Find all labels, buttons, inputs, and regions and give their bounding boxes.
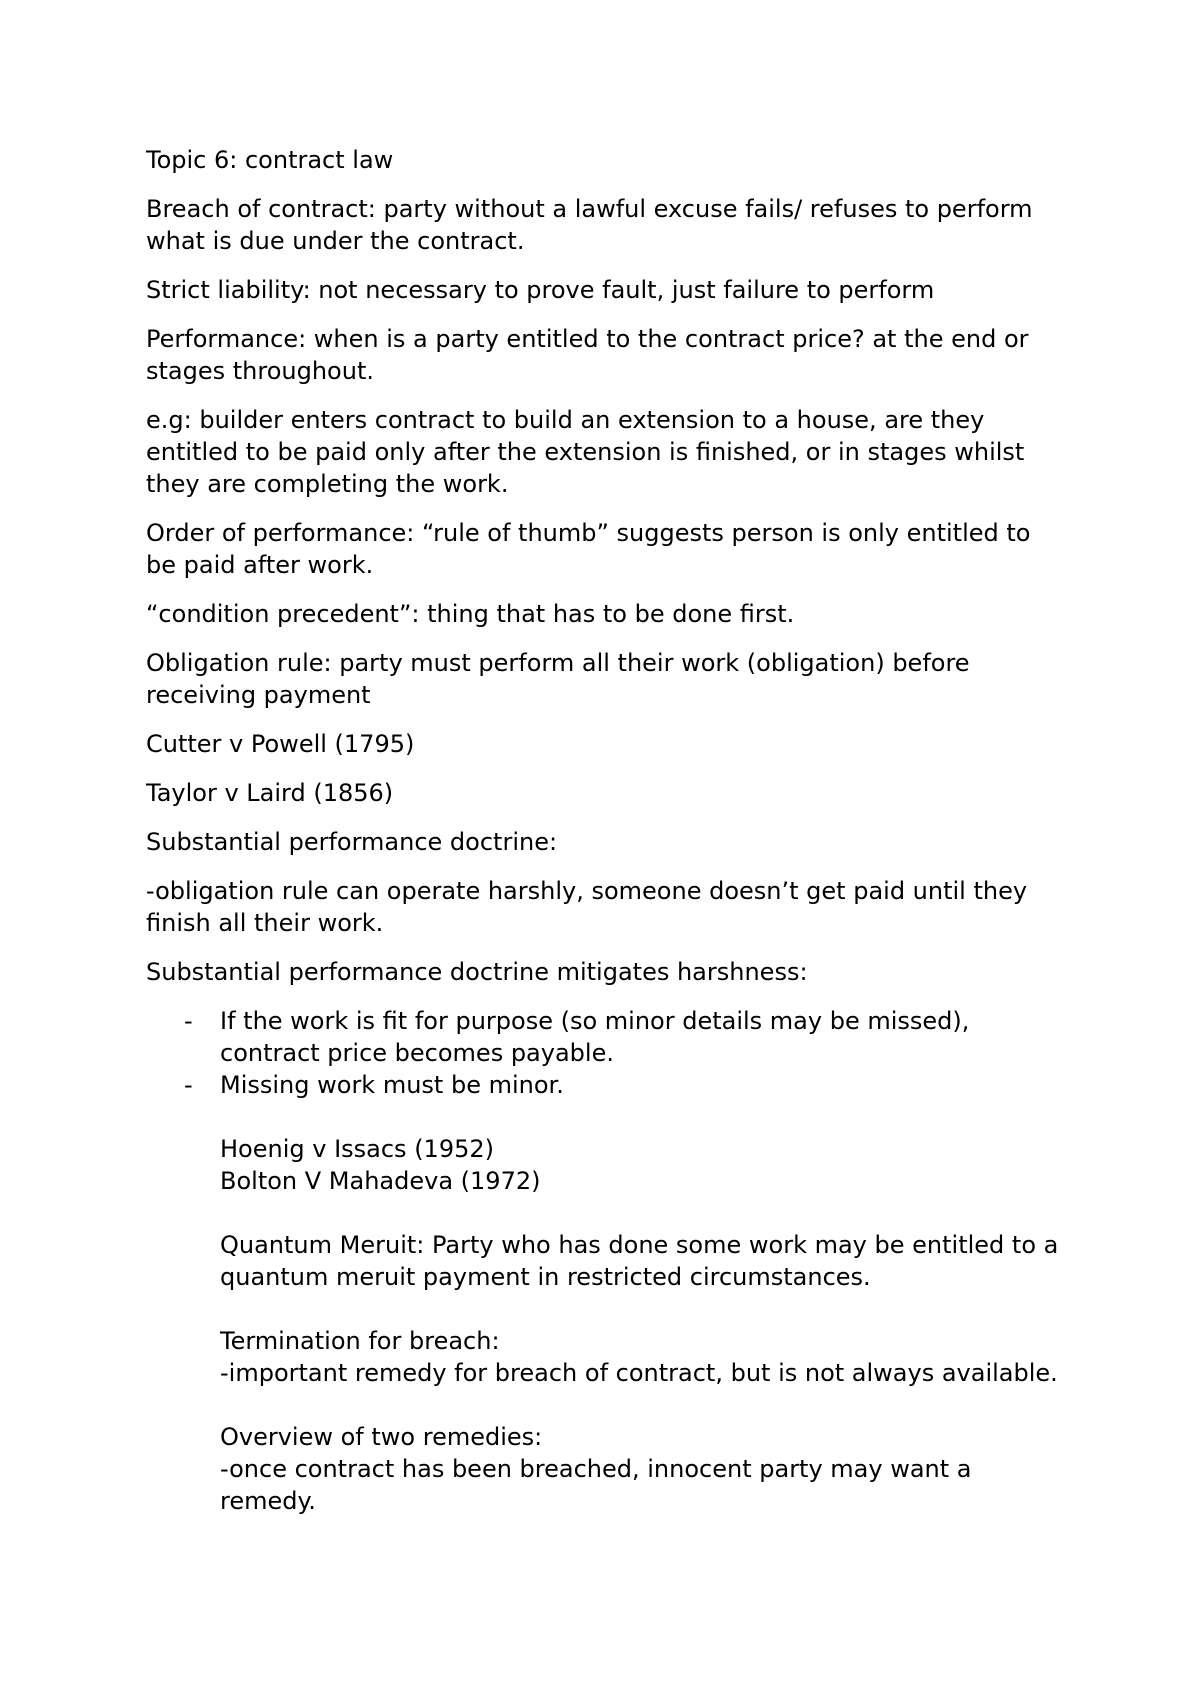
overview-text: -once contract has been breached, innocent party may want a remedy. <box>220 1455 972 1515</box>
spacer <box>220 1389 1066 1421</box>
paragraph-example: e.g: builder enters contract to build an extension to a house, are they entitled to be paid only after the extension is finished, or in stages whilst they are completing the work. <box>146 406 1025 498</box>
indented-block <box>146 1101 1066 1517</box>
bullet-item <box>146 1069 1066 1101</box>
bullet-dash: - <box>184 1071 193 1099</box>
paragraph-order-of-performance: Order of performance: “rule of thumb” suggests person is only entitled to be paid after work. <box>146 519 1031 579</box>
spacer <box>220 1101 1066 1133</box>
bullet-item <box>146 1005 1066 1069</box>
paragraph-condition-precedent: “condition precedent”: thing that has to be done first. <box>146 600 795 628</box>
paragraph-obligation-rule: Obligation rule: party must perform all their work (obligation) before receiving payment <box>146 649 970 709</box>
termination-text: -important remedy for breach of contract, but is not always available. <box>220 1359 1058 1387</box>
paragraph-quantum-meruit: Quantum Meruit: Party who has done some work may be entitled to a quantum meruit payment in restricted circumstances. <box>220 1231 1059 1291</box>
paragraph-breach-of-contract: Breach of contract: party without a lawful excuse fails/ refuses to perform what is due under the contract. <box>146 195 1033 255</box>
bullet-text: Missing work must be minor. <box>220 1071 564 1099</box>
case-bolton-v-mahadeva: Bolton V Mahadeva (1972) <box>220 1167 541 1195</box>
bullet-text: If the work is fit for purpose (so minor details may be missed), contract price becomes payable. <box>220 1007 970 1067</box>
spacer <box>220 1197 1066 1229</box>
case-hoenig-v-issacs: Hoenig v Issacs (1952) <box>220 1135 494 1163</box>
overview-heading: Overview of two remedies: <box>220 1423 543 1451</box>
paragraph-obligation-harsh: -obligation rule can operate harshly, someone doesn’t get paid until they finish all their work. <box>146 877 1028 937</box>
document-title: Topic 6: contract law <box>146 146 394 174</box>
spacer <box>220 1293 1066 1325</box>
termination-heading: Termination for breach: <box>220 1327 500 1355</box>
paragraph-performance: Performance: when is a party entitled to the contract price? at the end or stages throughout. <box>146 325 1029 385</box>
paragraph-substantial-performance-heading: Substantial performance doctrine: <box>146 828 558 856</box>
bullet-list <box>146 1005 1066 1101</box>
paragraph-strict-liability: Strict liability: not necessary to prove fault, just failure to perform <box>146 276 935 304</box>
paragraph-mitigates-harshness: Substantial performance doctrine mitigates harshness: <box>146 958 808 986</box>
bullet-dash: - <box>184 1007 193 1035</box>
document-body <box>146 144 1066 1517</box>
case-taylor-v-laird: Taylor v Laird (1856) <box>146 779 394 807</box>
case-cutter-v-powell: Cutter v Powell (1795) <box>146 730 415 758</box>
